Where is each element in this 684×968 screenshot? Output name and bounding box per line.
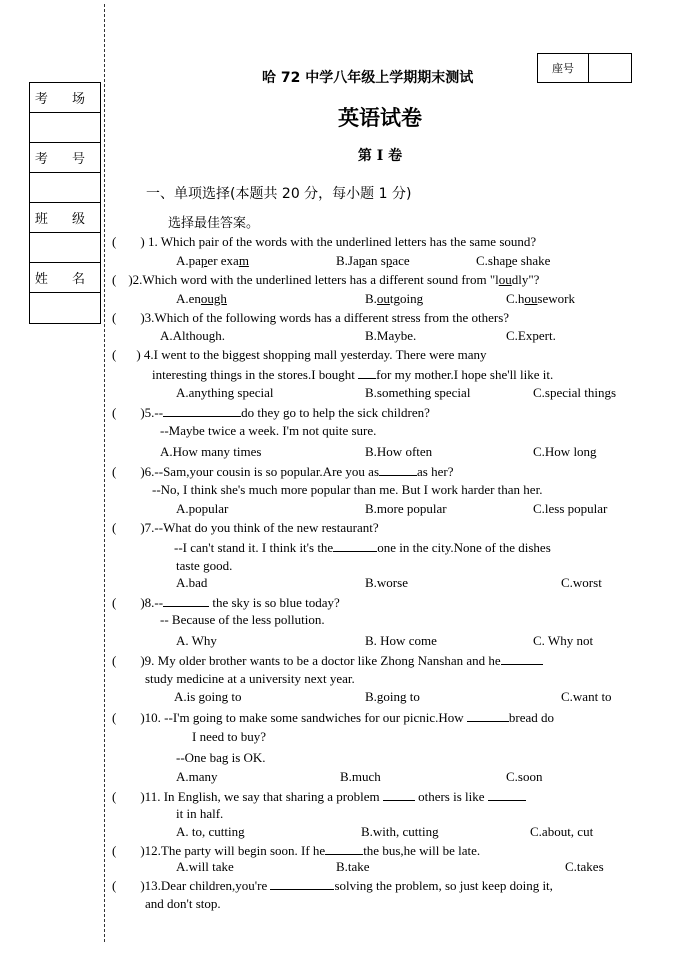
question-11-option-b[interactable]: B.with, cutting — [361, 824, 439, 839]
question-7-reply-cont: taste good. — [176, 558, 233, 573]
question-8-option-a[interactable]: A. Why — [176, 633, 217, 648]
question-9-option-a[interactable]: A.is going to — [174, 689, 242, 704]
question-12-option-b[interactable]: B.take — [336, 859, 370, 874]
question-8-option-c[interactable]: C. Why not — [533, 633, 594, 648]
question-12-stem: ( )12.The party will begin soon. If he the bus,he will be late. — [112, 843, 481, 858]
name-label: 姓 名 — [30, 263, 100, 293]
question-6-option-c[interactable]: C.less popular — [533, 501, 608, 516]
question-9-option-c[interactable]: C.want to — [561, 689, 612, 704]
question-2-stem: ( )2.Which word with the underlined letters has a different sound from "loudly"? — [112, 272, 540, 287]
question-3-option-c[interactable]: C.Expert. — [506, 328, 556, 343]
question-6-stem: ( )6.--Sam,your cousin is so popular.Are you as as her? — [112, 464, 454, 479]
exam-number-field[interactable] — [30, 173, 100, 203]
question-9-stem: ( )9. My older brother wants to be a doctor like Zhong Nanshan and he — [112, 652, 543, 669]
question-5-option-b[interactable]: B.How often — [365, 444, 433, 459]
question-10-option-b[interactable]: B.much — [340, 769, 381, 784]
question-1-stem: ( ) 1. Which pair of the words with the underlined letters has the same sound? — [112, 234, 537, 249]
question-9-stem-cont: study medicine at a university next year. — [145, 671, 355, 686]
question-4-option-c[interactable]: C.special things — [533, 385, 617, 400]
question-6-option-b[interactable]: B.more popular — [365, 501, 447, 516]
exam-title: 英语试卷 — [338, 105, 422, 130]
question-4-option-a[interactable]: A.anything special — [176, 385, 274, 400]
exam-room-label: 考 场 — [30, 83, 100, 113]
exam-number-label: 考 号 — [30, 143, 100, 173]
question-8-stem: ( )8.-- the sky is so blue today? — [112, 595, 340, 610]
question-5-reply: --Maybe twice a week. I'm not quite sure. — [160, 423, 377, 438]
question-5-option-a[interactable]: A.How many times — [160, 444, 262, 459]
class-field[interactable] — [30, 233, 100, 263]
question-7-option-a[interactable]: A.bad — [176, 575, 208, 590]
question-6-reply: --No, I think she's much more popular than me. But I work harder than her. — [152, 482, 543, 497]
section-title: 一、单项选择(本题共 20 分，每小题 1 分) — [146, 186, 412, 202]
seat-number-box — [537, 53, 632, 83]
question-8-option-b[interactable]: B. How come — [365, 633, 437, 648]
question-3-option-a[interactable]: A.Although. — [160, 328, 225, 343]
answer-paren[interactable]: ( — [112, 234, 117, 249]
name-field[interactable] — [30, 293, 100, 323]
question-10-stem: ( )10. --I'm going to make some sandwiches for our picnic.How bread do — [112, 710, 555, 725]
seat-number-field[interactable] — [589, 54, 631, 82]
question-7-reply: --I can't stand it. I think it's the one in the city.None of the dishes — [174, 540, 551, 555]
question-11-stem-cont: it in half. — [176, 806, 224, 821]
question-10-option-a[interactable]: A.many — [176, 769, 218, 784]
question-13-stem-cont: and don't stop. — [145, 896, 221, 911]
class-label: 班 级 — [30, 203, 100, 233]
question-7-option-c[interactable]: C.worst — [561, 575, 602, 590]
question-1-option-b[interactable]: B.Japan space — [336, 253, 410, 268]
question-4-stem: ( ) 4.I went to the biggest shopping mall yesterday. There were many — [112, 347, 487, 362]
question-3-stem: ( )3.Which of the following words has a different stress from the others? — [112, 310, 510, 325]
question-1-option-c[interactable]: C.shape shake — [476, 253, 551, 268]
question-2-option-c[interactable]: C.housework — [506, 291, 575, 306]
question-11-option-c[interactable]: C.about, cut — [530, 824, 594, 839]
question-11-option-a[interactable]: A. to, cutting — [176, 824, 245, 839]
seat-number-label: 座号 — [538, 54, 589, 82]
question-7-option-b[interactable]: B.worse — [365, 575, 408, 590]
question-6-option-a[interactable]: A.popular — [176, 501, 229, 516]
question-2-option-b[interactable]: B.outgoing — [365, 291, 424, 306]
question-13-stem: ( )13.Dear children,you're solving the problem, so just keep doing it, — [112, 878, 553, 893]
question-5-stem: ( )5.-- do they go to help the sick children? — [112, 405, 430, 420]
question-1-option-a[interactable]: A.paper exam — [176, 253, 249, 268]
question-4-option-b[interactable]: B.something special — [365, 385, 471, 400]
question-10-reply: --One bag is OK. — [176, 750, 266, 765]
question-3-option-b[interactable]: B.Maybe. — [365, 328, 417, 343]
question-12-option-c[interactable]: C.takes — [565, 859, 604, 874]
question-10-stem-cont: I need to buy? — [192, 729, 267, 744]
volume-label: 第 I 卷 — [357, 148, 403, 164]
question-7-stem: ( )7.--What do you think of the new restaurant? — [112, 520, 379, 535]
question-11-stem: ( )11. In English, we say that sharing a problem others is like — [112, 788, 526, 805]
question-8-reply: -- Because of the less pollution. — [160, 612, 325, 627]
question-4-stem-cont: interesting things in the stores.I bought for my mother.I hope she'll like it. — [152, 367, 554, 382]
question-10-option-c[interactable]: C.soon — [506, 769, 543, 784]
question-9-option-b[interactable]: B.going to — [365, 689, 420, 704]
question-2-option-a[interactable]: A.enough — [176, 291, 227, 306]
question-12-option-a[interactable]: A.will take — [176, 859, 234, 874]
section-instruction: 选择最佳答案。 — [168, 216, 260, 231]
question-5-option-c[interactable]: C.How long — [533, 444, 597, 459]
school-title: 哈 72 中学八年级上学期期末测试 — [262, 70, 474, 86]
